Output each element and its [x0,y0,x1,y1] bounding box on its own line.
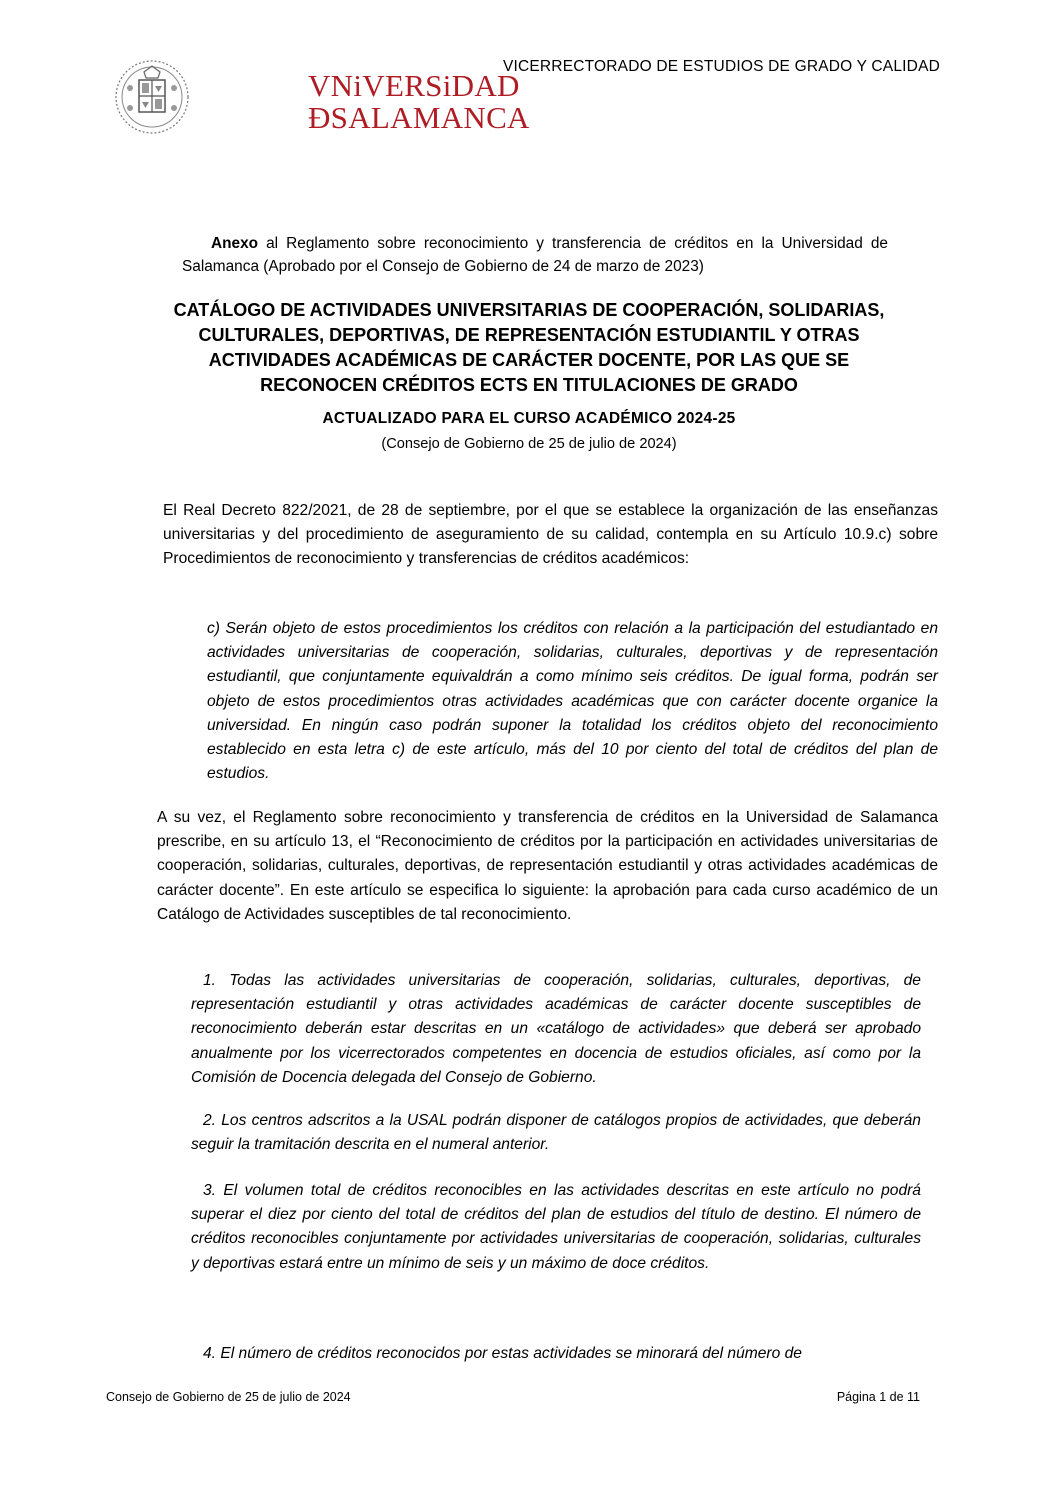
catalog-title-line: RECONOCEN CRÉDITOS ECTS EN TITULACIONES DE GRADO [260,375,798,395]
university-logo [112,58,530,136]
university-seal-icon [112,58,192,136]
list-item-text: El volumen total de créditos reconocibles en las actividades descritas en este artículo no podrá superar el diez por ciento del total de créditos del plan de estudios del título de destino. El número de créditos reconocibles conjuntamente por actividades universitarias de cooperación, solidarias, culturales y deportivas estará entre un mínimo de seis y un máximo de doce créditos. [191,1182,921,1272]
catalog-title [150,298,908,398]
list-item-text: Los centros adscritos a la USAL podrán disponer de catálogos propios de actividades, que deberán seguir la tramitación descrita en el numeral anterior. [191,1112,921,1154]
list-item-number: 2. [203,1112,217,1129]
footer-date: Consejo de Gobierno de 25 de julio de 2024 [106,1390,351,1404]
list-item [191,1342,921,1366]
list-item [191,969,921,1090]
body-paragraph: El Real Decreto 822/2021, de 28 de septiembre, por el que se establece la organización de las enseñanzas universitarias y del procedimiento de aseguramiento de su calidad, contempla en su Artículo 10.9.c) sobre Procedimientos de reconocimiento y transferencias de créditos académicos: [163,502,938,568]
body-paragraph: A su vez, el Reglamento sobre reconocimiento y transferencia de créditos en la Universidad de Salamanca prescribe, en su artículo 13, el “Reconocimiento de créditos por la participación en actividades universitarias de cooperación, solidarias, culturales, deportivas, de representación estudiantil y otras actividades académicas de carácter docente”. En este artículo se especifica lo siguiente: la aprobación para cada curso académico de un Catálogo de Actividades susceptibles de tal reconocimiento. [157,809,938,923]
page-number: Página 1 de 11 [836,1390,920,1404]
logo-text-universidad: VNiVERSiDAD [308,68,520,103]
catalog-title-line: ACTIVIDADES ACADÉMICAS DE CARÁCTER DOCENTE, POR LAS QUE SE [208,350,850,370]
session-subtitle: (Consejo de Gobierno de 25 de julio de 2024) [381,436,677,452]
catalog-title-line: CULTURALES, DEPORTIVAS, DE REPRESENTACIÓN ESTUDIANTIL Y OTRAS [198,325,860,345]
catalog-title-line: CATÁLOGO DE ACTIVIDADES UNIVERSITARIAS DE COOPERACIÓN, SOLIDARIAS, [173,300,885,320]
list-item [191,1109,921,1157]
annex-paragraph [182,232,888,278]
list-item-number: 1. [203,972,217,989]
list-item [191,1179,921,1276]
list-item-number: 3. [203,1182,217,1199]
list-item-number: 4. [203,1345,217,1362]
quoted-paragraph: c) Serán objeto de estos procedimientos los créditos con relación a la participación del estudiantado en actividades universitarias de cooperación, solidarias, culturales, deportivas y de representación estudiantil, que conjuntamente equivaldrán a como mínimo seis créditos. De igual forma, podrán ser objeto de estos procedimientos otras actividades académicas que con carácter docente organice la universidad. En ningún caso podrán suponer la totalidad los créditos objeto del reconocimiento establecido en esta letra c) de este artículo, más del 10 por ciento del total de créditos del plan de estudios. [207,620,938,783]
annex-bold-label: Anexo [211,235,259,252]
list-item-text: El número de créditos reconocidos por estas actividades se minorará del número de [220,1345,802,1362]
logo-text-salamanca: ÐSALAMANCA [308,100,530,135]
updated-subtitle: ACTUALIZADO PARA EL CURSO ACADÉMICO 2024-25 [322,410,736,427]
header-office: VICERRECTORADO DE ESTUDIOS DE GRADO Y CALIDAD [502,58,940,75]
list-item-text: Todas las actividades universitarias de cooperación, solidarias, culturales, deportivas, de representación estudiantil y otras actividades académicas de carácter docente susceptibles de reconocimiento deberán estar descritas en un «catálogo de actividades» que deberá ser aprobado anualmente por los vicerrectorados competentes en docencia de estudios oficiales, así como por la Comisión de Docencia delegada del Consejo de Gobierno. [191,972,921,1086]
annex-text: al Reglamento sobre reconocimiento y transferencia de créditos en la Universidad de Salamanca (Aprobado por el Consejo de Gobierno de 24 de marzo de 2023) [182,235,888,275]
